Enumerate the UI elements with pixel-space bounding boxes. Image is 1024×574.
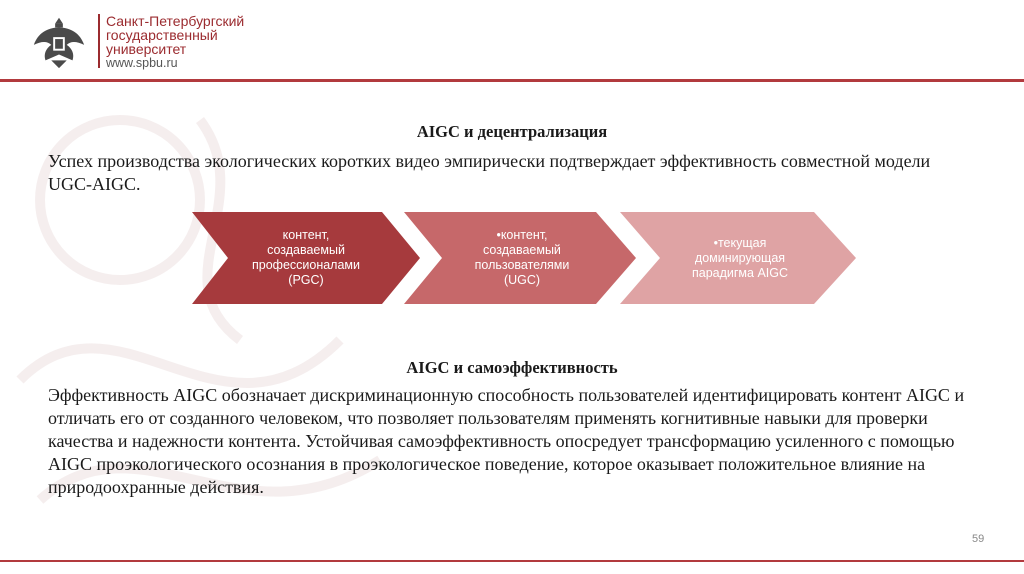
section1-heading: AIGC и децентрализация <box>416 122 608 141</box>
website-link[interactable]: www.spbu.ru <box>106 56 178 70</box>
university-name <box>106 14 244 70</box>
university-line-2: государственный <box>106 27 218 43</box>
page-number: 59 <box>972 533 985 545</box>
footer-rule <box>0 560 1024 562</box>
chevron-aigc-label: •текущая доминирующая парадигма AIGC <box>691 235 789 280</box>
university-line-3: университет <box>106 41 187 57</box>
spbu-coat-of-arms-icon <box>30 12 88 70</box>
header <box>0 0 1024 80</box>
header-rule <box>0 79 1024 82</box>
section2-heading: AIGC и самоэффективность <box>406 358 618 377</box>
header-divider <box>98 14 100 68</box>
section1-text: Успех производства экологических коротких видео эмпирически подтверждает эффективность совместной модели UGC-AIGC. <box>48 151 931 194</box>
chevron-ugc-label: •контент, создаваемый пользователями (UGC) <box>474 228 570 287</box>
section2-text: Эффективность AIGC обозначает дискриминационную способность пользователей идентифицировать контент AIGC и отличать его от созданного человеком, что позволяет пользователям применять когнитивные навыки для проверки качества и надежности контента. Устойчивая самоэффективность опосредует трансформацию усиленного с помощью AIGC проэкологического осознания в проэкологическое поведение, которое оказывает положительное влияние на природоохранные действия. <box>48 385 965 497</box>
chevron-pgc-label: контент, создаваемый профессионалами (PGC) <box>251 228 361 287</box>
university-line-1: Санкт-Петербургский <box>106 13 245 29</box>
